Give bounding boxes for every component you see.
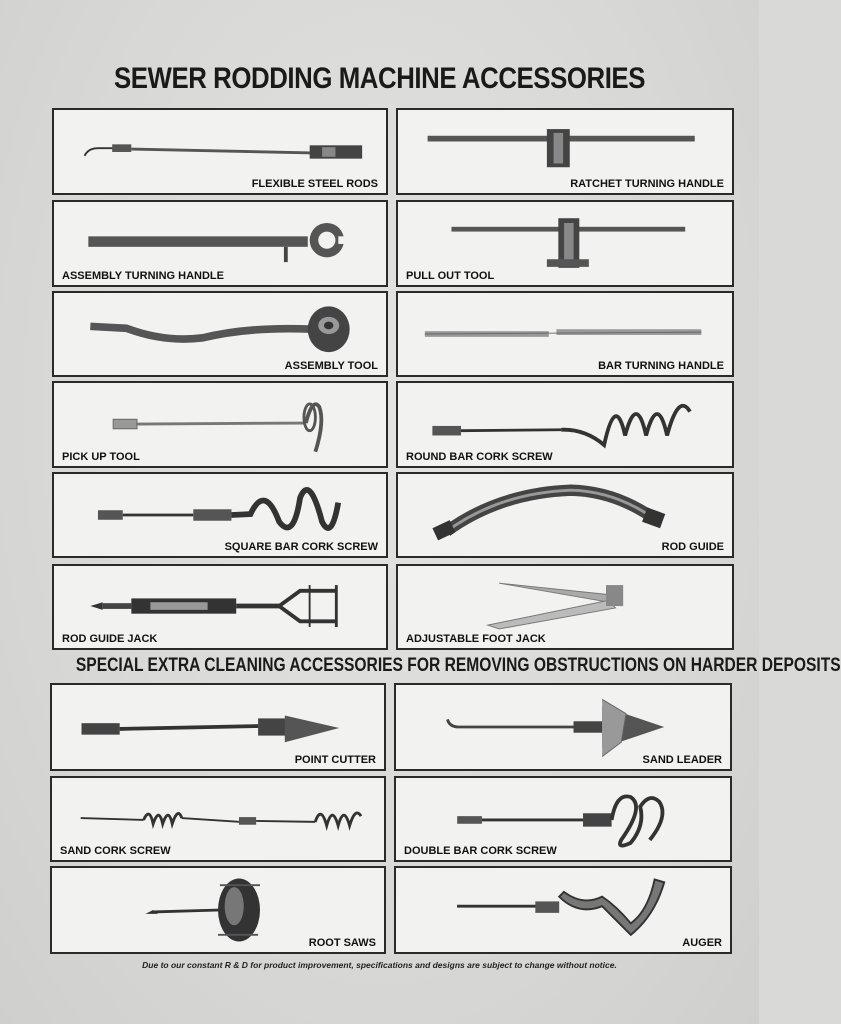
item-pull-out-tool bbox=[396, 200, 734, 287]
item-label: SAND LEADER bbox=[642, 754, 722, 766]
item-assembly-tool bbox=[52, 291, 388, 377]
item-label: FLEXIBLE STEEL RODS bbox=[251, 178, 378, 190]
item-auger bbox=[394, 866, 732, 954]
item-label: ROD GUIDE JACK bbox=[62, 633, 158, 645]
page-title: SEWER RODDING MACHINE ACCESSORIES bbox=[113, 62, 645, 95]
item-root-saws bbox=[50, 866, 386, 954]
item-label: ROD GUIDE bbox=[661, 541, 724, 553]
item-bar-turning-handle bbox=[396, 291, 734, 377]
item-pick-up-tool bbox=[52, 381, 388, 468]
item-label: AUGER bbox=[682, 937, 722, 949]
item-adjustable-foot-jack bbox=[396, 564, 734, 650]
item-label: SQUARE BAR CORK SCREW bbox=[224, 541, 378, 553]
item-label: PICK UP TOOL bbox=[62, 451, 140, 463]
item-flexible-steel-rods bbox=[52, 108, 388, 195]
item-round-bar-cork-screw bbox=[396, 381, 734, 468]
item-sand-leader bbox=[394, 683, 732, 771]
item-label: ASSEMBLY TOOL bbox=[284, 360, 378, 372]
item-ratchet-turning-handle bbox=[396, 108, 734, 195]
item-label: DOUBLE BAR CORK SCREW bbox=[404, 845, 557, 857]
item-label: BAR TURNING HANDLE bbox=[598, 360, 724, 372]
section-heading: SPECIAL EXTRA CLEANING ACCESSORIES FOR REMOVING OBSTRUCTIONS ON HARDER DEPOSITS bbox=[75, 654, 841, 676]
item-double-bar-cork-screw bbox=[394, 776, 732, 862]
disclaimer: Due to our constant R & D for product improvement, specifications and designs are subject to change without notice. bbox=[142, 960, 617, 970]
item-label: ASSEMBLY TURNING HANDLE bbox=[62, 270, 224, 282]
auger-illustration bbox=[396, 868, 730, 952]
item-rod-guide bbox=[396, 472, 734, 558]
item-assembly-turning-handle bbox=[52, 200, 388, 287]
item-label: SAND CORK SCREW bbox=[60, 845, 171, 857]
item-sand-cork-screw bbox=[50, 776, 386, 862]
item-label: RATCHET TURNING HANDLE bbox=[570, 178, 724, 190]
item-label: PULL OUT TOOL bbox=[406, 270, 495, 282]
item-rod-guide-jack bbox=[52, 564, 388, 650]
item-label: POINT CUTTER bbox=[294, 754, 376, 766]
item-label: ROOT SAWS bbox=[308, 937, 376, 949]
item-label: ADJUSTABLE FOOT JACK bbox=[406, 633, 546, 645]
item-square-bar-cork-screw bbox=[52, 472, 388, 558]
item-label: ROUND BAR CORK SCREW bbox=[406, 451, 553, 463]
item-point-cutter bbox=[50, 683, 386, 771]
